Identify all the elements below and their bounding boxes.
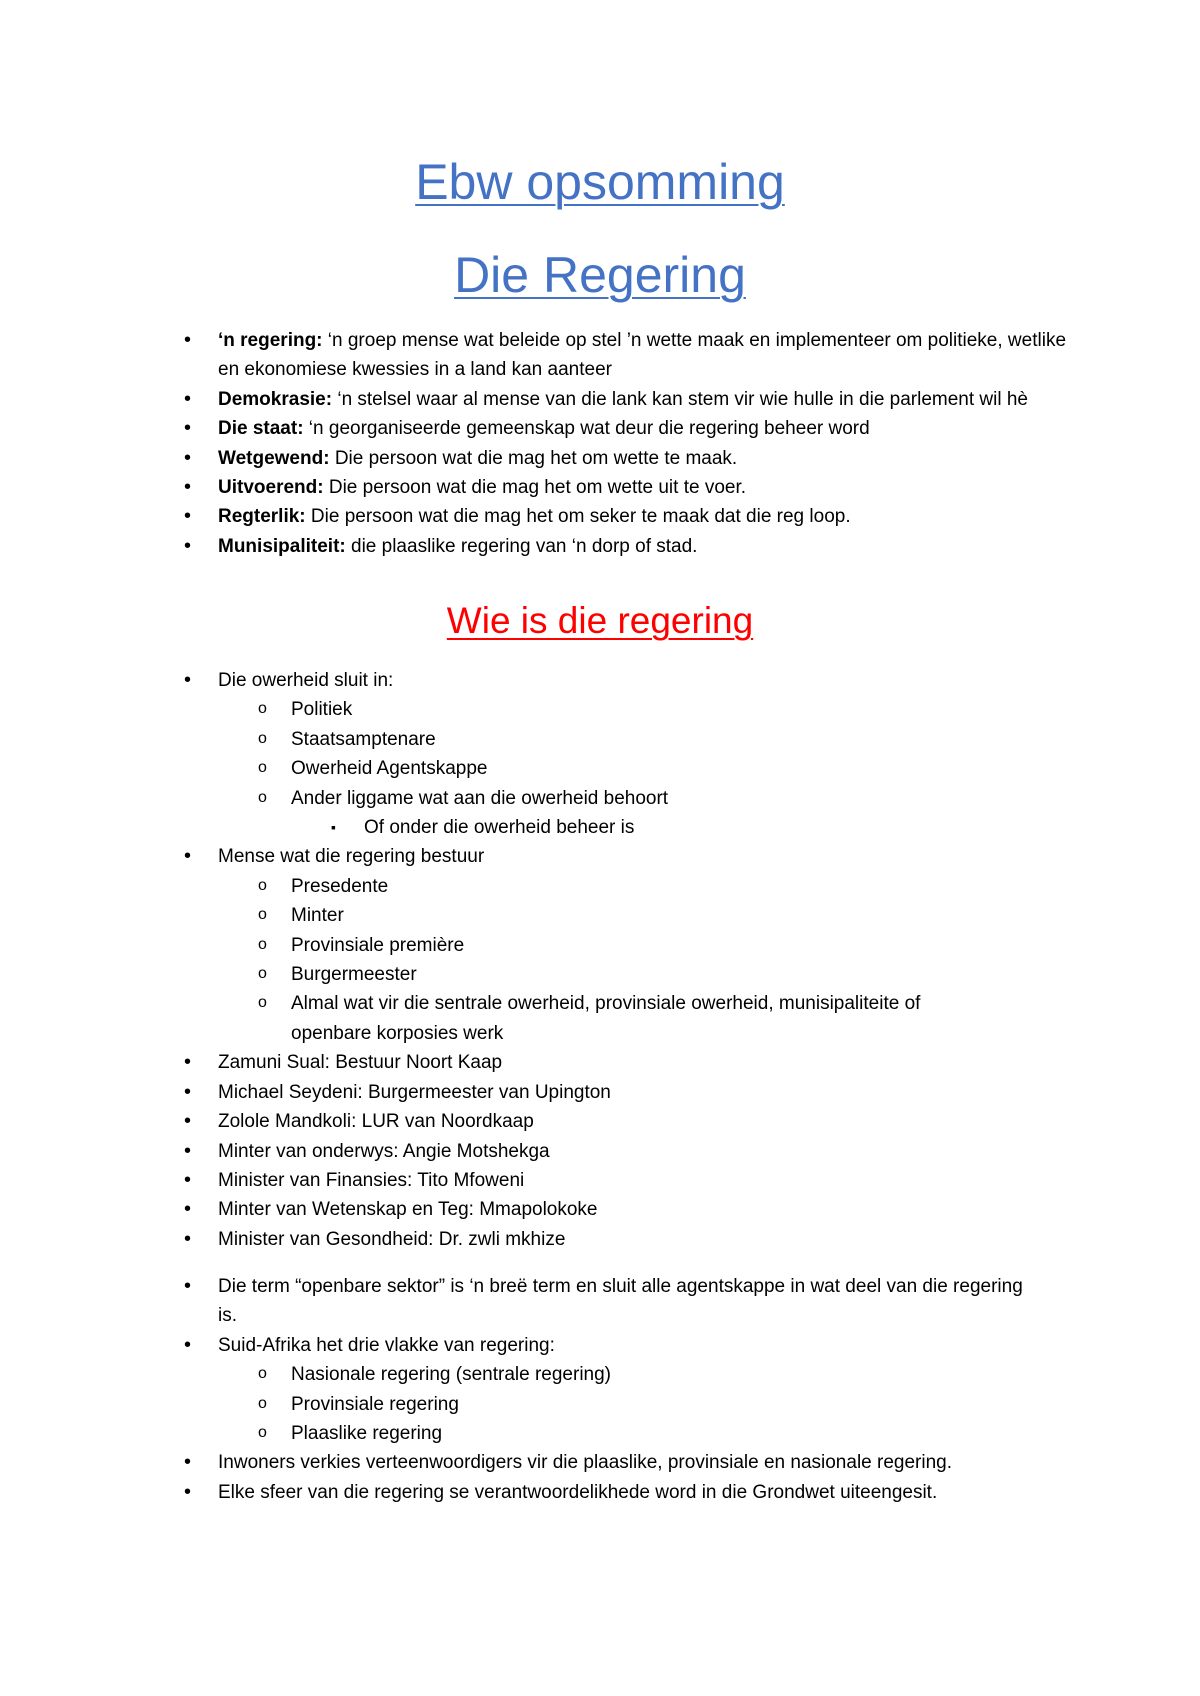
list-item: • Die owerheid sluit in: bbox=[0, 666, 1200, 695]
person-item: • Zolole Mandkoli: LUR van Noordkaap bbox=[0, 1107, 1200, 1136]
person-item: • Zamuni Sual: Bestuur Noort Kaap bbox=[0, 1048, 1200, 1077]
person-item: • Minter van onderwys: Angie Motshekga bbox=[0, 1137, 1200, 1166]
list-item: • Inwoners verkies verteenwoordigers vir die plaaslike, provinsiale en nasionale regering. bbox=[0, 1448, 1200, 1477]
definition-text: die plaaslike regering van ‘n dorp of stad. bbox=[345, 535, 698, 557]
sub-list-item: o Politiek bbox=[0, 695, 1200, 724]
definition-text: Die persoon wat die mag het om seker te maak dat die reg loop. bbox=[305, 506, 851, 528]
person-item: • Minister van Gesondheid: Dr. zwli mkhize bbox=[0, 1225, 1200, 1254]
definition-term: Die staat: bbox=[218, 418, 304, 440]
sub-list-item: o Plaaslike regering bbox=[0, 1419, 1200, 1448]
person-item: • Minter van Wetenskap en Teg: Mmapolokoke bbox=[0, 1195, 1200, 1224]
definition-term: Munisipaliteit: bbox=[218, 535, 346, 557]
definition-term: Regterlik: bbox=[218, 506, 306, 528]
definition-item bbox=[0, 473, 1200, 502]
list-item: • Mense wat die regering bestuur bbox=[0, 842, 1200, 871]
sub-list-item: o Minter bbox=[0, 901, 1200, 930]
definition-item bbox=[0, 385, 1200, 414]
sub-sub-list-item: ▪ Of onder die owerheid beheer is bbox=[0, 813, 1200, 842]
definition-text: Die persoon wat die mag het om wette uit te voer. bbox=[323, 477, 747, 499]
sub-list-item: o Almal wat vir die sentrale owerheid, provinsiale owerheid, munisipaliteite of openbare korposies werk bbox=[0, 989, 1200, 1048]
definition-text: ‘n stelsel waar al mense van die lank kan stem vir wie hulle in die parlement wil hè bbox=[332, 388, 1029, 410]
person-item: • Michael Seydeni: Burgermeester van Upington bbox=[0, 1078, 1200, 1107]
section-heading: Wie is die regering bbox=[446, 600, 754, 641]
sub-list-item: o Nasionale regering (sentrale regering) bbox=[0, 1360, 1200, 1389]
sub-list-item: o Burgermeester bbox=[0, 960, 1200, 989]
sub-list-item: o Ander liggame wat aan die owerheid behoort bbox=[0, 784, 1200, 813]
definition-item bbox=[0, 532, 1200, 561]
list-item: • Die term “openbare sektor” is ‘n breë term en sluit alle agentskappe in wat deel van die regering is. bbox=[0, 1272, 1200, 1331]
definition-term: Wetgewend: bbox=[218, 447, 330, 469]
definition-term: Demokrasie: bbox=[218, 388, 333, 410]
document-title: Ebw opsomming bbox=[415, 154, 785, 210]
definition-item bbox=[0, 326, 1200, 385]
list-item: • Suid-Afrika het drie vlakke van regering: bbox=[0, 1331, 1200, 1360]
sub-list-item: o Provinsiale première bbox=[0, 931, 1200, 960]
definition-text: ‘n georganiseerde gemeenskap wat deur die regering beheer word bbox=[303, 418, 870, 440]
definition-term: ‘n regering: bbox=[218, 330, 323, 351]
sub-list-item: o Staatsamptenare bbox=[0, 725, 1200, 754]
definitions-list bbox=[0, 326, 1200, 561]
document-subtitle: Die Regering bbox=[454, 247, 746, 303]
sub-list-item: o Owerheid Agentskappe bbox=[0, 754, 1200, 783]
definition-term: Uitvoerend: bbox=[218, 477, 324, 499]
definition-item bbox=[0, 414, 1200, 443]
public-sector-list bbox=[0, 1272, 1200, 1507]
sub-list-item: o Provinsiale regering bbox=[0, 1390, 1200, 1419]
definition-text: ‘n groep mense wat beleide op stel ’n wette maak en implementeer om politieke, wetlike en ekonomiese kwessies in a land kan aanteer bbox=[218, 330, 1067, 381]
list-item: • Elke sfeer van die regering se verantwoordelikhede word in die Grondwet uiteengesit. bbox=[0, 1478, 1200, 1507]
definition-text: Die persoon wat die mag het om wette te maak. bbox=[329, 447, 738, 469]
definition-item bbox=[0, 502, 1200, 531]
sub-list-item: o Presedente bbox=[0, 872, 1200, 901]
person-item: • Minister van Finansies: Tito Mfoweni bbox=[0, 1166, 1200, 1195]
definition-item bbox=[0, 444, 1200, 473]
government-list bbox=[0, 666, 1200, 1254]
